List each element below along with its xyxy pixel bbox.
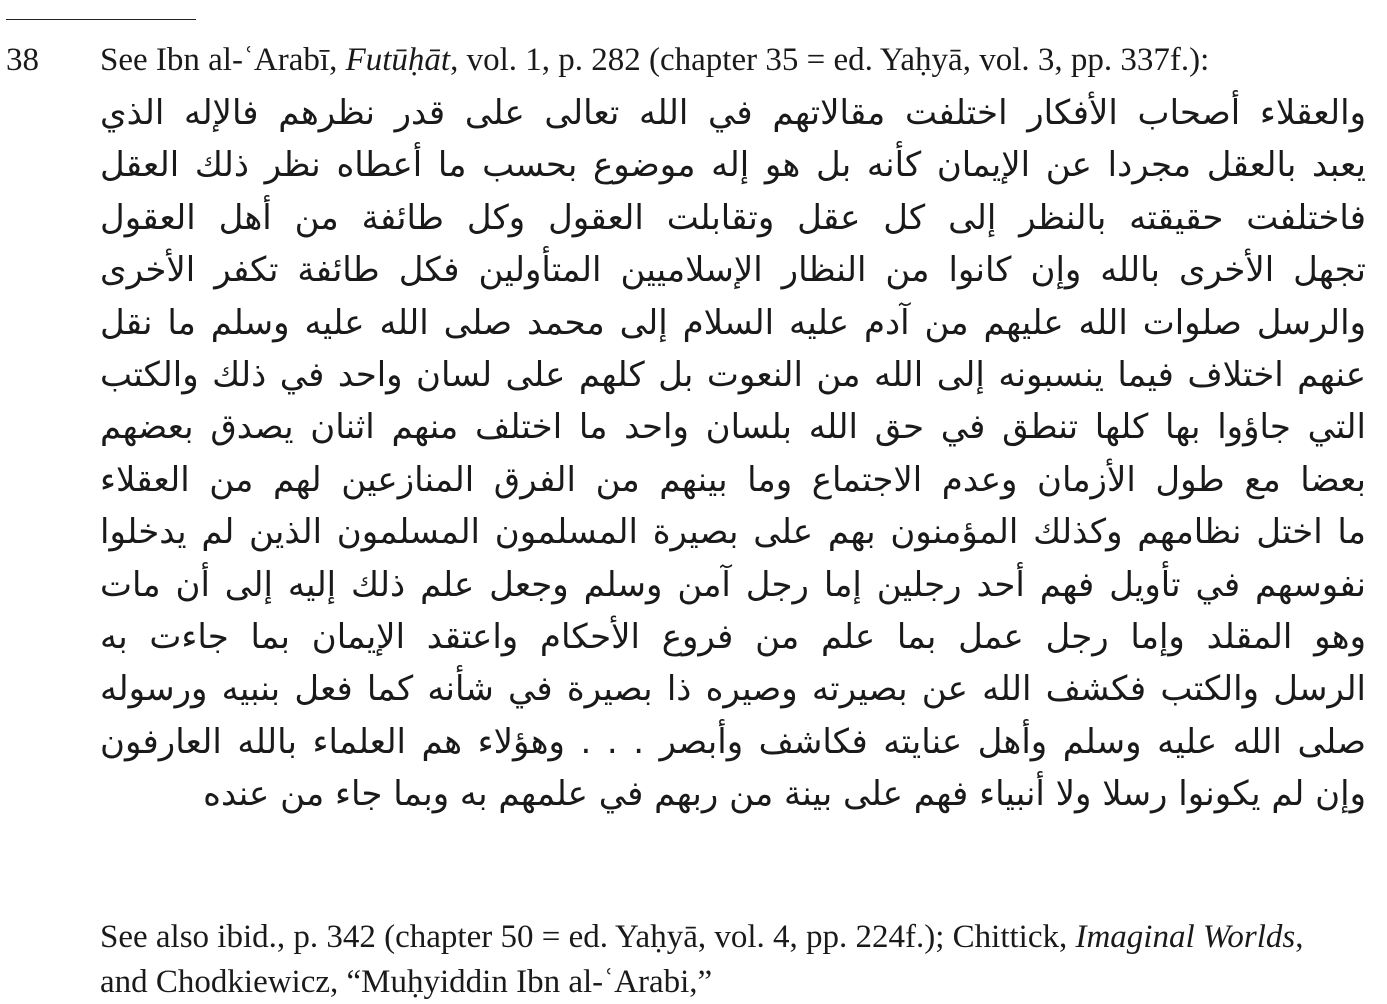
arabic-line: الرسل والكتب فكشف الله عن بصيرته وصيره ذا بصيرة في شأنه كما فعل بنبيه ورسوله bbox=[100, 669, 1366, 710]
citation-prefix: See Ibn al-ʿArabī, bbox=[100, 42, 346, 78]
arabic-quotation bbox=[100, 87, 1366, 820]
arabic-line: وهو المقلد وإما رجل عمل بما علم من فروع الأحكام واعتقد الإيمان بما جاءت به bbox=[100, 616, 1366, 657]
see-also-suffix: , bbox=[1295, 919, 1304, 955]
arabic-line: ما اختل نظامهم وكذلك المؤمنون بهم على بصيرة المسلمون المسلمون الذين لم يدخلوا bbox=[100, 512, 1366, 553]
citation-suffix: , vol. 1, p. 282 (chapter 35 = ed. Yaḥyā, vol. 3, pp. 337f.): bbox=[450, 42, 1210, 78]
arabic-line: فاختلفت حقيقته بالنظر إلى كل عقل وتقابلت العقول وكل طائفة من أهل العقول bbox=[100, 197, 1366, 238]
citation-work-title: Futūḥāt bbox=[345, 42, 451, 78]
arabic-line: التي جاؤوا بها كلها تنطق في حق الله بلسان واحد ما اختلف منهم اثنان يصدق بعضهم bbox=[100, 407, 1366, 448]
truncated-reference-line: and Chodkiewicz, “Muḥyiddin Ibn al-ʿArabi,” bbox=[100, 964, 713, 1000]
see-also-prefix: See also ibid., p. 342 (chapter 50 = ed. Yaḥyā, vol. 4, pp. 224f.); Chittick, bbox=[100, 919, 1076, 955]
arabic-line: صلى الله عليه وسلم وأهل عنايته فكاشف وأبصر . . . وهؤلاء هم العلماء بالله العارفون bbox=[100, 721, 1366, 762]
arabic-line: والعقلاء أصحاب الأفكار اختلفت مقالاتهم في الله تعالى على قدر نظرهم فالإله الذي bbox=[100, 93, 1366, 133]
arabic-line: تجهل الأخرى بالله وإن كانوا من النظار الإسلاميين المتأولين فكل طائفة تكفر الأخرى bbox=[100, 250, 1366, 291]
arabic-line: عنهم اختلاف فيما ينسبونه إلى الله من النعوت بل كلهم على لسان واحد في ذلك والكتب bbox=[100, 354, 1366, 395]
footnote-citation bbox=[100, 40, 1370, 80]
arabic-line: وإن لم يكونوا رسلا ولا أنبياء فهم على بينة من ربهم في علمهم به وبما جاء من عنده bbox=[203, 774, 1366, 815]
arabic-line: والرسل صلوات الله عليهم من آدم عليه السلام إلى محمد صلى الله عليه وسلم ما نقل bbox=[100, 302, 1366, 343]
arabic-line: يعبد بالعقل مجردا عن الإيمان كأنه بل هو إله موضوع بحسب ما أعطاه نظر ذلك العقل bbox=[100, 145, 1366, 186]
arabic-line: نفوسهم في تأويل فهم أحد رجلين إما رجل آمن وسلم وجعل علم ذلك إليه إلى أن مات bbox=[100, 564, 1366, 605]
footnote-number: 38 bbox=[6, 42, 39, 78]
see-also-reference bbox=[100, 915, 1370, 959]
see-also-work-title: Imaginal Worlds bbox=[1075, 919, 1296, 955]
arabic-line: بعضا مع طول الأزمان وعدم الاجتماع وما بينهم من الفرق المنازعين لهم من العقلاء bbox=[100, 459, 1366, 500]
footnote-separator-rule bbox=[6, 19, 196, 20]
